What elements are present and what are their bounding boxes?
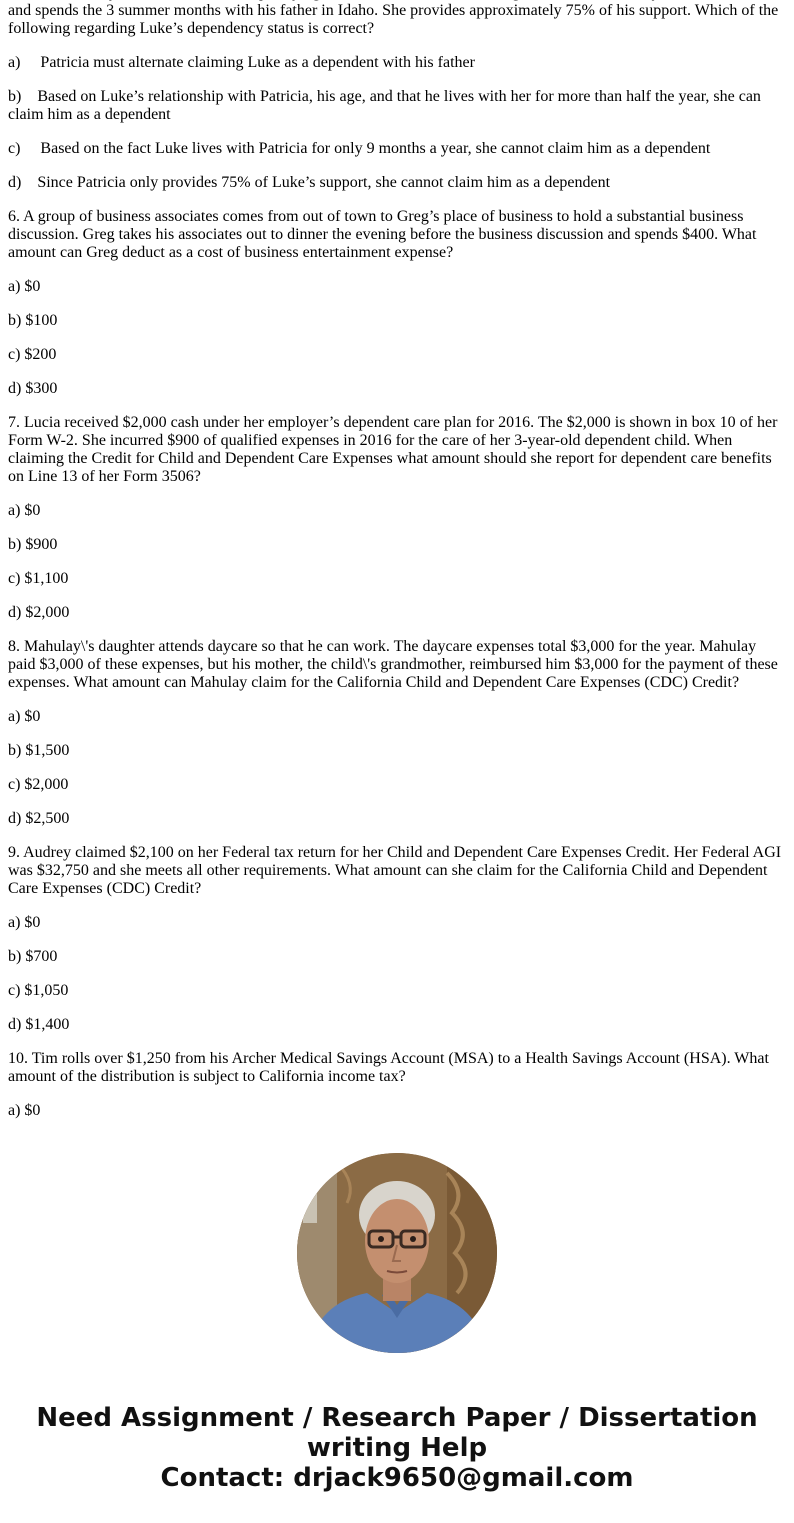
question-6-stem: 6. A group of business associates comes from out of town to Greg’s place of business to hold a substantial business discussion. Greg takes his associates out to dinner the evening before the business discussion and spends $400. What amount can Greg deduct as a cost of business entertainment expense? bbox=[8, 208, 757, 261]
question-10-stem: 10. Tim rolls over $1,250 from his Archer Medical Savings Account (MSA) to a Health Savings Account (HSA). What amount of the distribution is subject to California income tax? bbox=[8, 1050, 769, 1085]
question-5-option-c: c) Based on the fact Luke lives with Patricia for only 9 months a year, she cannot claim him as a dependent bbox=[8, 140, 711, 157]
author-photo bbox=[297, 1153, 497, 1353]
question-9-option-d: d) $1,400 bbox=[8, 1016, 70, 1033]
question-7-option-c: c) $1,100 bbox=[8, 570, 69, 587]
question-8-stem: 8. Mahulay\'s daughter attends daycare so that he can work. The daycare expenses total $3,000 for the year. Mahulay paid $3,000 of these expenses, but his mother, the child\'s grandmother, reimbursed him $3,000 for the payment of these expenses. What amount can Mahulay claim for the California Child and Dependent Care Expenses (CDC) Credit? bbox=[8, 638, 778, 691]
question-9-stem: 9. Audrey claimed $2,100 on her Federal tax return for her Child and Dependent Care Expenses Credit. Her Federal AGI was $32,750 and she meets all other requirements. What amount can she claim for the California Child and Dependent Care Expenses (CDC) Credit? bbox=[8, 844, 782, 897]
question-document bbox=[8, 0, 786, 1136]
question-9-option-b: b) $700 bbox=[8, 948, 58, 965]
question-8-option-c: c) $2,000 bbox=[8, 776, 69, 793]
question-7-option-b: b) $900 bbox=[8, 536, 58, 553]
question-7-option-d: d) $2,000 bbox=[8, 604, 70, 621]
avatar bbox=[297, 1153, 497, 1353]
promo-contact: Contact: drjack9650@gmail.com bbox=[160, 1463, 634, 1493]
question-8-option-a: a) $0 bbox=[8, 708, 41, 725]
question-9-option-c: c) $1,050 bbox=[8, 982, 69, 999]
question-6-option-c: c) $200 bbox=[8, 346, 57, 363]
question-8-option-b: b) $1,500 bbox=[8, 742, 70, 759]
question-5-option-d: d) Since Patricia only provides 75% of Luke’s support, she cannot claim him as a dependent bbox=[8, 174, 611, 191]
question-5-stem: and spends the 3 summer months with his father in Idaho. She provides approximately 75% of his support. Which of the following regarding Luke’s dependency status is correct? bbox=[8, 2, 779, 37]
question-5-option-b: b) Based on Luke’s relationship with Patricia, his age, and that he lives with her for more than half the year, she can claim him as a dependent bbox=[8, 88, 765, 123]
question-9-option-a: a) $0 bbox=[8, 914, 41, 931]
question-5-option-a: a) Patricia must alternate claiming Luke as a dependent with his father bbox=[8, 54, 475, 71]
promo-headline: Need Assignment / Research Paper / Dissertation writing Help bbox=[36, 1403, 758, 1463]
question-7-option-a: a) $0 bbox=[8, 502, 41, 519]
question-7-stem: 7. Lucia received $2,000 cash under her employer’s dependent care plan for 2016. The $2,000 is shown in box 10 of her Form W-2. She incurred $900 of qualified expenses in 2016 for the care of her 3-year-old dependent child. When claiming the Credit for Child and Dependent Care Expenses what amount should she report for dependent care benefits on Line 13 of her Form 3506? bbox=[8, 414, 778, 485]
question-6-option-d: d) $300 bbox=[8, 380, 58, 397]
question-6-option-b: b) $100 bbox=[8, 312, 58, 329]
promo-banner bbox=[0, 1403, 794, 1493]
question-6-option-a: a) $0 bbox=[8, 278, 41, 295]
question-10-option-a: a) $0 bbox=[8, 1102, 41, 1119]
question-8-option-d: d) $2,500 bbox=[8, 810, 70, 827]
